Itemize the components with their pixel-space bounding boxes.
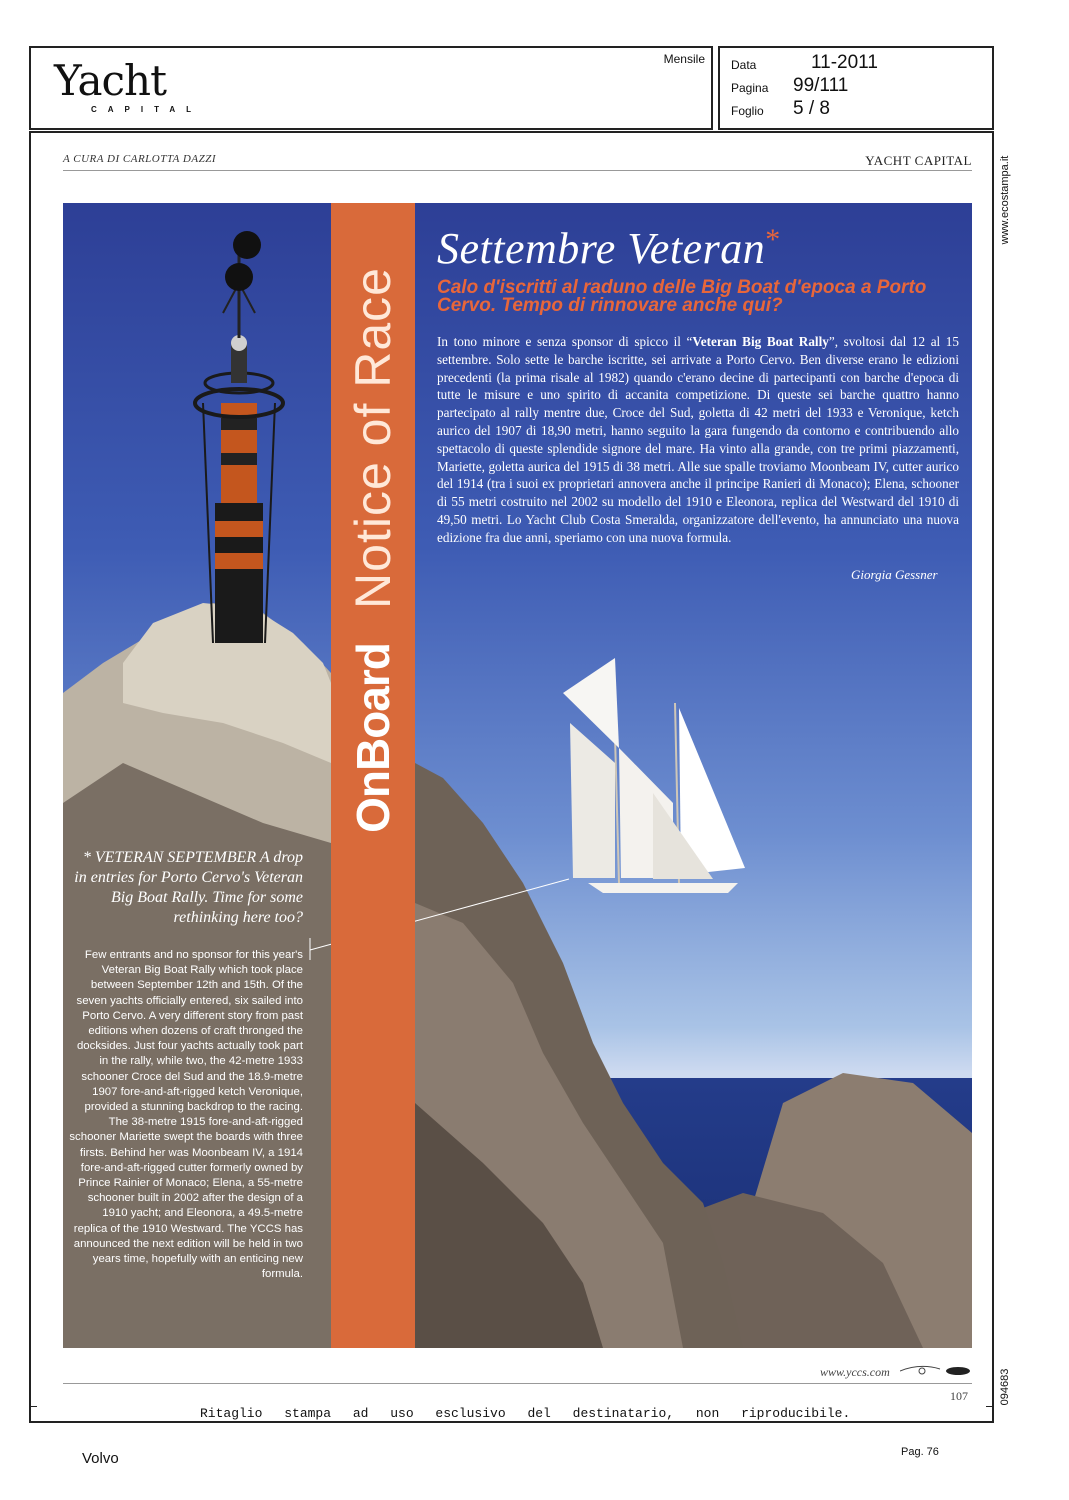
- article-title: [437, 223, 781, 274]
- side-code-text: 094683: [999, 1368, 1011, 1406]
- onboard-text: OnBoard: [347, 643, 399, 833]
- frequency-label: Mensile: [663, 52, 705, 66]
- bottom-divider: [63, 1383, 972, 1384]
- english-body: Few entrants and no sponsor for this year's Veteran Big Boat Rally which took place between September 12th and 15th. Of the seven yachts officially entered, six sailed into Porto Cervo. A very different story from past editions when dozens of craft thronged the docksides. Just four yachts actually took part in the rally, while two, the 42-metre 1933 schooner Croce del Sud and the 18.9-metre 1907 fore-and-aft-rigged ketch Veronique, provided a stunning backdrop to the racing. The 38-metre 1915 fore-and-aft-rigged schooner Mariette swept the boards with three firsts. Behind her was Moonbeam IV, a 1914 fore-and-aft-rigged cutter formerly owned by Prince Rainier of Monaco; Elena, a 55-metre schooner built in 2002 after the design of a 1910 yacht; and Eleonora, a 49.5-metre replica of the 1910 Westward. The YCCS has announced the next edition will be held in two years time, hopefully with an enticing new formula.: [69, 949, 303, 1281]
- top-divider: [63, 170, 972, 171]
- frame-tick-right: [986, 1406, 994, 1407]
- page-number: 107: [950, 1389, 968, 1403]
- data-label: Data: [731, 58, 757, 72]
- footer-boat-icon: [900, 1361, 972, 1377]
- schooner: [563, 658, 745, 893]
- clip-header-meta-box: [718, 46, 994, 130]
- frame-tick-left: [29, 1406, 37, 1407]
- title-star-mark: *: [765, 223, 781, 256]
- article-body-post: ”, svoltosi dal 12 al 15 settembre. Solo sette le barche iscritte, sei arrivate a Porto Cervo. Ben diverse erano le edizioni precedenti (la prima risale al 1982) quando c'erano decine di partecipanti con barche d'epoca di tutte le misure e uno spirito di accanita competizione. Di queste sei barche quattro hanno partecipato al rally mentre due, Croce del Sud, goletta di 42 metri del 1933 e Veronique, ketch aurico del 1907 di 18,90 metri, hanno seguito la gara fungendo da contorno e contribuendo allo spettacolo di queste splendide signore del mare. Ha vinto alla grande, con tre primi piazzamenti, Mariette, goletta aurica del 1915 di 38 metri. Alle sue spalle troviamo Moonbeam IV, cutter aurico del 1914 (tra i suoi ex proprietari annovera anche il principe Ranieri di Monaco); Elena, schooner di 55 metri costruito nel 2002 su modello del 1910 e Eleonora, replica del Westward del 1910 di 49,50 metri. Lo Yacht Club Costa Smeralda, organizzatore dell'evento, ha annunciato una nuova edizione fra due anni, speriamo con una nuova formula.: [437, 334, 959, 545]
- foglio-value: 5 / 8: [793, 98, 830, 119]
- archive-page-number: Pag. 76: [901, 1446, 939, 1458]
- footer-url: www.yccs.com: [820, 1365, 890, 1379]
- side-code: [996, 1362, 1014, 1412]
- pagina-value: 99/111: [793, 75, 849, 96]
- cover-photo: [63, 203, 972, 1348]
- notice-of-race-text: Notice of Race: [345, 267, 401, 609]
- lighthouse: [195, 231, 283, 643]
- onboard-band: [331, 203, 415, 1348]
- article-body-bold: Veteran Big Boat Rally: [692, 334, 829, 349]
- client-name: Volvo: [82, 1450, 119, 1467]
- yacht-capital-logo: Yacht: [54, 56, 166, 105]
- article-subtitle: Calo d'iscritti al raduno delle Big Boat d'epoca a Porto Cervo. Tempo di rinnovare anche qui?: [437, 277, 927, 316]
- foglio-label: Foglio: [731, 104, 764, 118]
- article-title-text: Settembre Veteran: [437, 224, 766, 273]
- yacht-capital-logo-sub: CAPITAL: [91, 105, 203, 114]
- clip-header-logo-box: [29, 46, 713, 130]
- article-body: [437, 333, 959, 547]
- clipping-disclaimer: Ritaglio stampa ad uso esclusivo del destinatario, non riproducibile.: [200, 1406, 851, 1421]
- pagina-label: Pagina: [731, 81, 769, 95]
- side-url: [996, 145, 1014, 255]
- english-title: * VETERAN SEPTEMBER A drop in entries for Porto Cervo's Veteran Big Boat Rally. Time for some rethinking here too?: [74, 849, 303, 926]
- article-body-pre: In tono minore e senza sponsor di spicco il “: [437, 334, 693, 349]
- data-value: 11-2011: [811, 52, 878, 73]
- article-author: Giorgia Gessner: [851, 567, 938, 582]
- side-url-text: www.ecostampa.it: [999, 155, 1011, 245]
- curator-credit: A CURA DI CARLOTTA DAZZI: [63, 153, 216, 165]
- magazine-name: YACHT CAPITAL: [865, 153, 972, 168]
